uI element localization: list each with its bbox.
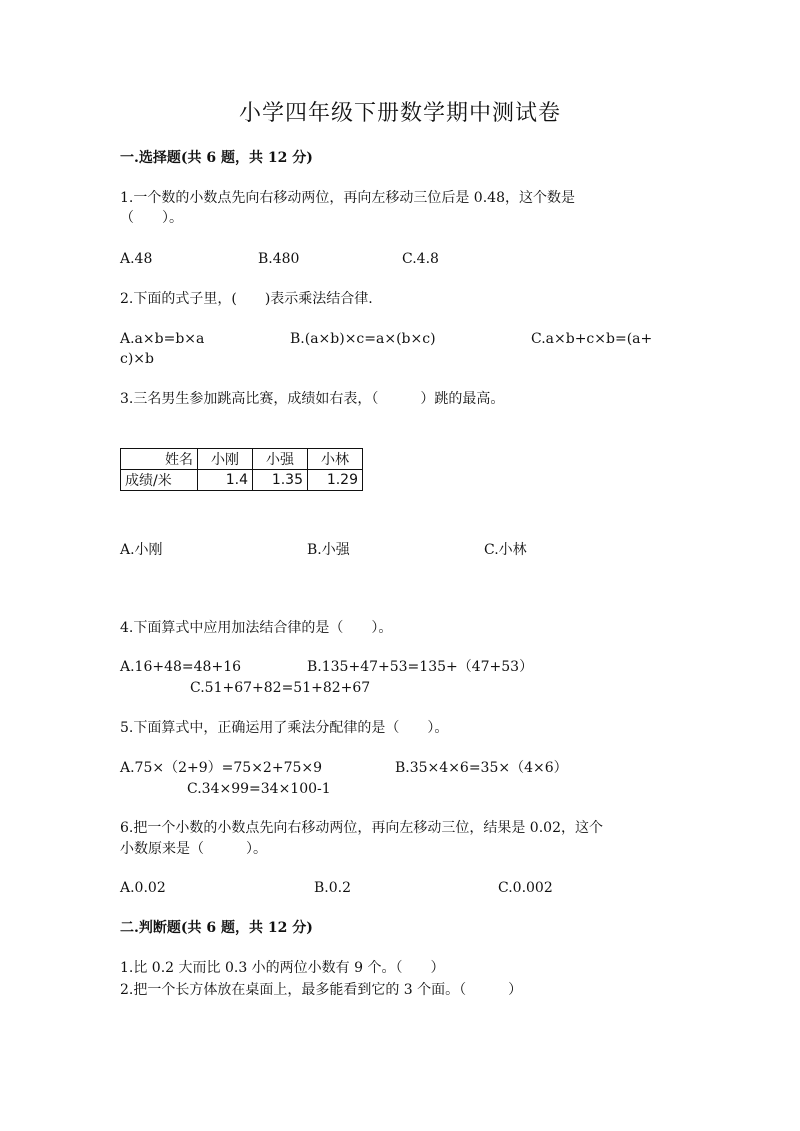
question-5-text: 5.下面算式中，正确运用了乘法分配律的是（ ）。 [120, 720, 449, 736]
question-1-option-c: C.4.8 [402, 251, 439, 267]
score-table-data-row [121, 470, 363, 491]
score-table-header-xiaogang: 小刚 [198, 449, 253, 470]
score-table-header-row [121, 449, 363, 470]
page-title: 小学四年级下册数学期中测试卷 [238, 101, 561, 126]
question-5-option-a: A.75×（2+9）=75×2+75×9 [120, 760, 323, 776]
section-heading-judgement: 二.判断题(共 6 题，共 12 分) [120, 920, 313, 936]
question-2-option-a: A.a×b=b×a [120, 331, 205, 347]
question-6-line-2: 小数原来是（ ）。 [120, 841, 267, 857]
score-table-cell-xiaoqiang: 1.35 [253, 470, 308, 491]
question-2-text: 2.下面的式子里，( )表示乘法结合律. [120, 291, 373, 307]
question-3-option-a: A.小刚 [120, 542, 163, 558]
question-2-option-c: C.a×b+c×b=(a+ [531, 331, 653, 347]
judgement-2-text: 2.把一个长方体放在桌面上，最多能看到它的 3 个面。（ ） [120, 982, 523, 998]
question-4-text: 4.下面算式中应用加法结合律的是（ ）。 [120, 620, 393, 636]
score-table [120, 448, 363, 491]
question-5-option-c: C.34×99=34×100-1 [187, 781, 331, 797]
question-6-line-1: 6.把一个小数的小数点先向右移动两位，再向左移动三位，结果是 0.02，这个 [120, 820, 603, 836]
score-table-row-label: 成绩/米 [121, 470, 198, 491]
question-3-option-b: B.小强 [307, 542, 350, 558]
question-2-option-c-continued: c)×b [120, 351, 154, 367]
question-4-option-b: B.135+47+53=135+（47+53） [307, 659, 534, 675]
score-table-header-name: 姓名 [121, 449, 198, 470]
question-4-option-a: A.16+48=48+16 [120, 659, 242, 675]
score-table-header-xiaolin: 小林 [308, 449, 363, 470]
question-3-option-c: C.小林 [484, 542, 527, 558]
question-5-option-b: B.35×4×6=35×（4×6） [395, 760, 568, 776]
score-table-header-xiaoqiang: 小强 [253, 449, 308, 470]
question-2-option-b: B.(a×b)×c=a×(b×c) [290, 331, 436, 347]
question-3-text: 3.三名男生参加跳高比赛，成绩如右表，（ ）跳的最高。 [120, 391, 505, 407]
question-4-option-c: C.51+67+82=51+82+67 [190, 680, 371, 696]
question-1-line-1: 1.一个数的小数点先向右移动两位，再向左移动三位后是 0.48，这个数是 [120, 190, 575, 206]
question-1-option-a: A.48 [120, 251, 153, 267]
section-heading-choice: 一.选择题(共 6 题，共 12 分) [120, 150, 313, 166]
score-table-cell-xiaolin: 1.29 [308, 470, 363, 491]
question-1-line-2: （ ）。 [120, 210, 183, 226]
score-table-cell-xiaogang: 1.4 [198, 470, 253, 491]
question-1-option-b: B.480 [258, 251, 300, 267]
judgement-1-text: 1.比 0.2 大而比 0.3 小的两位小数有 9 个。（ ） [120, 960, 445, 976]
question-6-option-c: C.0.002 [498, 880, 553, 896]
question-6-option-b: B.0.2 [314, 880, 352, 896]
question-6-option-a: A.0.02 [120, 880, 166, 896]
